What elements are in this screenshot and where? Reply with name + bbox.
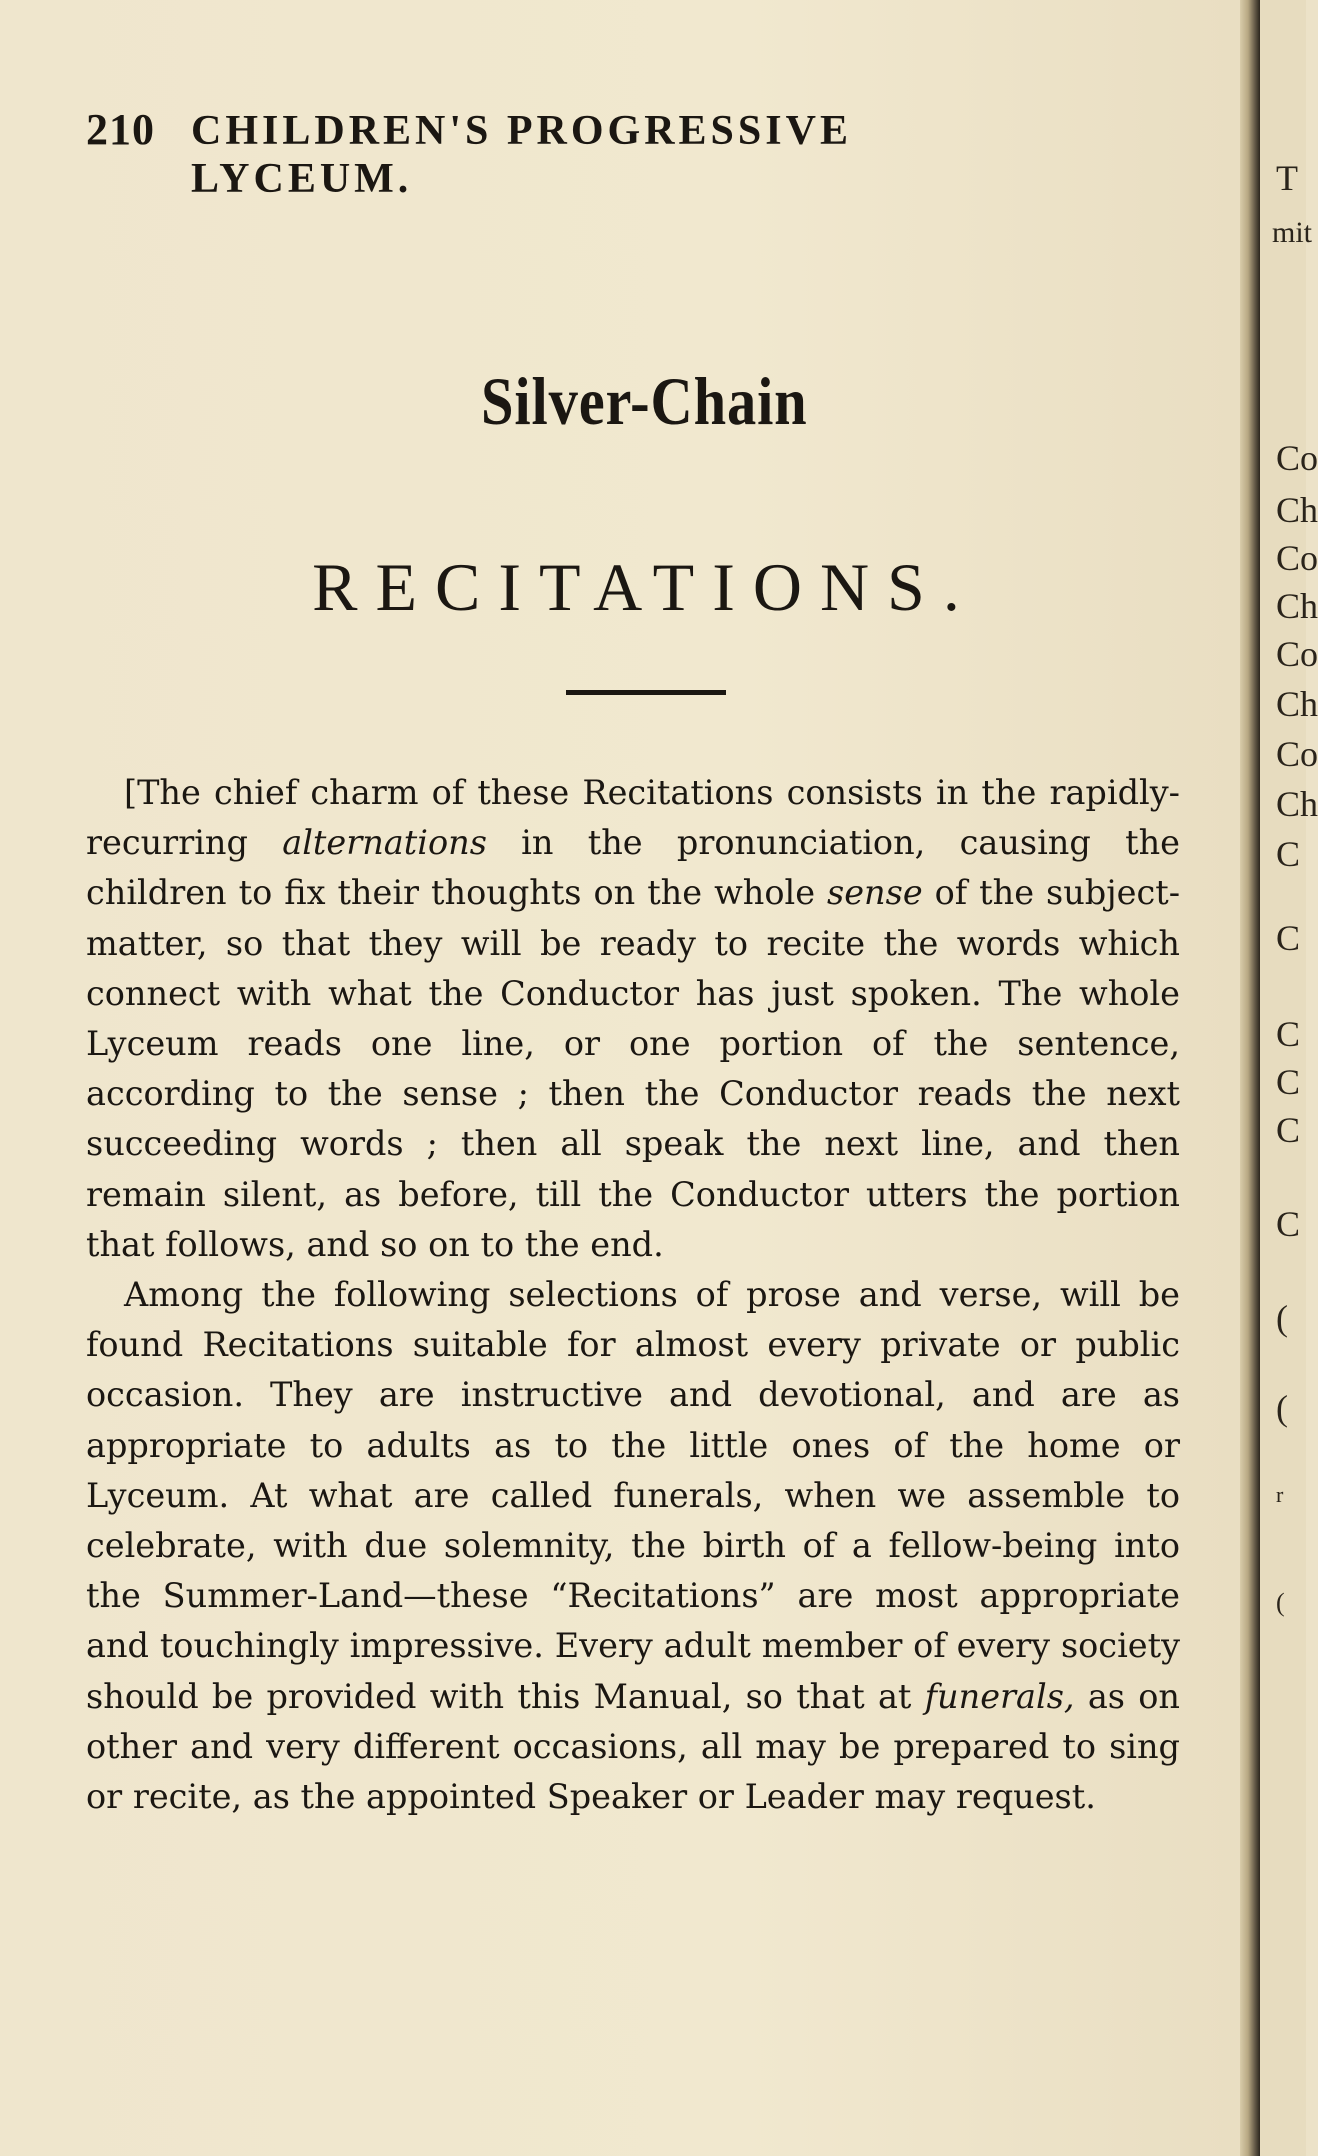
facing-fragment: Co: [1276, 438, 1318, 478]
facing-fragment: Co: [1276, 734, 1318, 774]
facing-fragment: C: [1276, 1204, 1301, 1244]
facing-fragment: Co: [1276, 538, 1318, 578]
facing-fragment: C: [1276, 834, 1301, 874]
running-head: [86, 104, 1086, 202]
book-gutter-shadow: [1240, 0, 1260, 2156]
facing-fragment: Ch: [1276, 490, 1318, 530]
running-title: CHILDREN'S PROGRESSIVE LYCEUM.: [191, 108, 852, 202]
paragraph-2: Among the following selections of prose and verse, will be found Recitations suitable for almost every private or public occasion. They are instructive and devotional, and are as appropriate to adults as to the little ones of the home or Lyceum. At what are called funerals, when we assemble to celebrate, with due solemnity, the birth of a fellow-being into the Summer-Land—these “Recitations” are most appropriate and touchingly impressive. Every adult member of every society should be provided with this Manual, so that at funerals, as on other and very different occasions, all may be prepared to sing or recite, as the appointed Speaker or Leader may request.: [86, 1275, 1180, 1817]
page-number: 210: [86, 105, 155, 154]
facing-fragment: C: [1276, 1062, 1301, 1102]
facing-fragment: (: [1276, 1588, 1285, 1617]
facing-fragment: Ch: [1276, 586, 1318, 626]
facing-fragment: C: [1276, 1110, 1301, 1150]
facing-fragment: C: [1276, 918, 1301, 958]
paragraph-1: [The chief charm of these Recitations consists in the rapidly-recurring alternations in the pronunciation, causing the children to fix their thoughts on the whole sense of the subject-matter, so that they will be ready to recite the words which connect with what the Conductor has just spoken. The whole Lyceum reads one line, or one portion of the sentence, according to the sense ; then the Conductor reads the next succeeding words ; then all speak the next line, and then remain silent, as before, till the Conductor utters the portion that follows, and so on to the end.: [86, 773, 1181, 1264]
facing-fragment: T: [1276, 158, 1298, 198]
section-title: Silver-Chain: [481, 363, 808, 439]
title-rule-divider: [566, 690, 726, 695]
facing-page-edge: [1260, 0, 1318, 2156]
facing-fragment: Ch: [1276, 684, 1318, 724]
facing-fragment: C: [1276, 1014, 1301, 1054]
facing-fragment: Co: [1276, 634, 1318, 674]
facing-fragment: (: [1276, 1298, 1288, 1338]
facing-fragment: Ch: [1276, 784, 1318, 824]
facing-fragment: (: [1276, 1388, 1288, 1428]
section-subtitle: RECITATIONS.: [312, 549, 978, 625]
body-text: [86, 768, 1180, 1822]
facing-fragment: mit: [1272, 216, 1313, 249]
facing-fragment: r: [1276, 1482, 1284, 1507]
